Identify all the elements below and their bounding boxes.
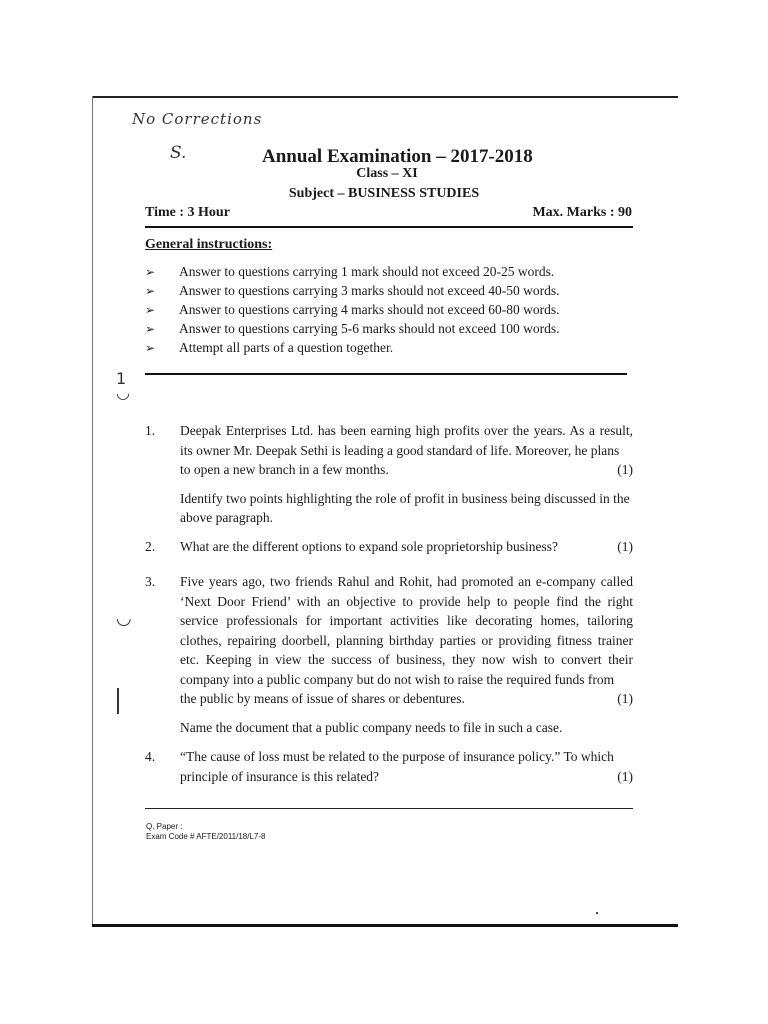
question-text-last: What are the different options to expand sole proprietorship business? [180, 539, 559, 554]
arrow-bullet-icon: ➢ [145, 321, 156, 336]
question-text-last: the public by means of issue of shares or debentures. [180, 691, 465, 706]
question-number: 3. [145, 574, 156, 589]
instruction-text: Answer to questions carrying 3 marks should not exceed 40-50 words. [179, 282, 560, 298]
question-4 [145, 747, 633, 786]
question-1 [145, 421, 633, 528]
footer-paper-label: Q. Paper : [146, 822, 183, 831]
instruction-item [145, 338, 615, 357]
exam-max-marks: Max. Marks : 90 [532, 205, 632, 220]
question-marks: (1) [617, 691, 633, 706]
instructions-list [145, 262, 615, 357]
question-marks: (1) [617, 539, 633, 554]
arrow-bullet-icon: ➢ [145, 264, 156, 279]
question-number: 4. [145, 749, 156, 764]
question-text: “The cause of loss must be related to the purpose of insurance policy.” To which [180, 749, 614, 764]
exam-time: Time : 3 Hour [145, 205, 230, 220]
arrow-bullet-icon: ➢ [145, 340, 156, 355]
instruction-item [145, 319, 615, 338]
scan-edge-bottom [92, 924, 678, 927]
instructions-heading: General instructions: [145, 237, 273, 252]
header-divider [145, 226, 633, 228]
question-2 [145, 537, 633, 557]
footer-exam-code: Exam Code # AFTE/2011/18/L7-8 [146, 832, 266, 841]
exam-title: Annual Examination – 2017-2018 [262, 146, 533, 167]
question-subpart: Name the document that a public company needs to file in such a case. [180, 719, 563, 735]
instruction-text: Answer to questions carrying 1 mark should not exceed 20-25 words. [179, 263, 555, 279]
question-text-last: to open a new branch in a few months. [180, 462, 389, 477]
instruction-text: Attempt all parts of a question together. [179, 339, 394, 355]
footer [146, 822, 265, 842]
instruction-text: Answer to questions carrying 5-6 marks should not exceed 100 words. [179, 320, 560, 336]
instructions-divider [145, 373, 627, 375]
footer-divider [145, 808, 633, 809]
instruction-item [145, 281, 615, 300]
instruction-text: Answer to questions carrying 4 marks should not exceed 60-80 words. [179, 301, 560, 317]
question-marks: (1) [617, 768, 633, 784]
exam-class: Class – XI [356, 166, 418, 181]
question-number: 2. [145, 539, 156, 554]
handwritten-note: No Corrections [132, 110, 263, 128]
question-marks: (1) [617, 462, 633, 477]
question-3 [145, 572, 633, 737]
question-text-last: principle of insurance is this related? [180, 768, 380, 784]
exam-subject: Subject – BUSINESS STUDIES [288, 186, 480, 201]
question-text: Deepak Enterprises Ltd. has been earning high profits over the years. As a result, its owner Mr. Deepak Sethi is leading a good standard of life. Moreover, he plans [180, 423, 633, 458]
handwritten-initials: S. [170, 143, 187, 163]
arrow-bullet-icon: ➢ [145, 283, 156, 298]
margin-stroke-mark [117, 688, 119, 714]
scan-edge-left [92, 96, 93, 926]
instruction-item [145, 300, 615, 319]
instruction-item [145, 262, 615, 281]
margin-tick-mark: ◡ [116, 608, 132, 629]
question-text: Five years ago, two friends Rahul and Rohit, had promoted an e-company called ‘Next Door Friend’ with an objective to provide help to people find the right service professionals for important activities like decorating homes, tailoring clothes, repairing doorbell, planning birthday parties or providing fitness trainer etc. Keeping in view the success of business, they now wish to convert their company into a public company but do not wish to raise the required funds from [180, 574, 633, 687]
scan-speck [596, 912, 598, 914]
scan-edge-top [92, 96, 678, 98]
arrow-bullet-icon: ➢ [145, 302, 156, 317]
question-number: 1. [145, 423, 156, 438]
margin-tick-mark: 1 ◡ [116, 369, 130, 402]
question-subpart: Identify two points highlighting the role of profit in business being discussed in the above paragraph. [180, 490, 630, 525]
